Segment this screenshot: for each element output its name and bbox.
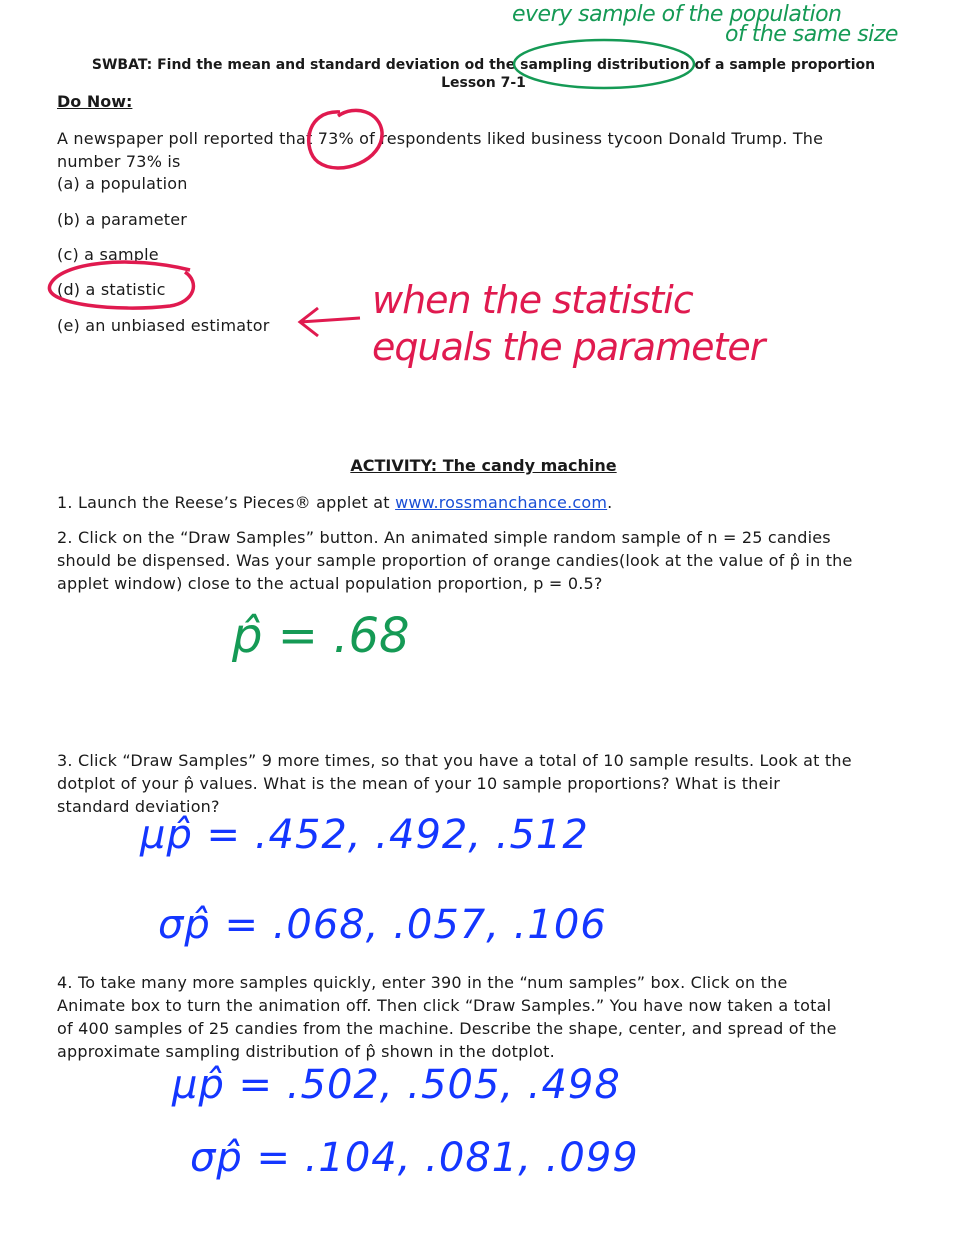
mean-400-samples: μp̂ = .502, .505, .498 — [172, 1062, 621, 1108]
step3-line2: dotplot of your p̂ values. What is the mean of your 10 sample proportions? What is their — [57, 774, 780, 793]
red-note-line2: equals the parameter — [372, 325, 765, 369]
activity-title: ACTIVITY: The candy machine — [350, 456, 617, 475]
lesson-number: Lesson 7-1 — [441, 75, 526, 91]
mean-10-samples: μp̂ = .452, .492, .512 — [140, 812, 589, 858]
step3-line1: 3. Click “Draw Samples” 9 more times, so that you have a total of 10 sample results. Look at the — [57, 751, 852, 770]
red-circle-statistic — [49, 262, 193, 308]
green-circle-sampling — [514, 40, 694, 88]
step4-line3: of 400 samples of 25 candies from the machine. Describe the shape, center, and spread of the — [57, 1019, 837, 1038]
do-now-question-line1: A newspaper poll reported that 73% of respondents liked business tycoon Donald Trump. The — [57, 129, 824, 148]
green-note-line1: every sample of the population — [512, 2, 842, 27]
red-circle-73 — [309, 110, 382, 168]
green-note-line2: of the same size — [725, 22, 898, 47]
option-a: (a) a population — [57, 174, 188, 193]
step1-text: 1. Launch the Reese’s Pieces® applet at — [57, 493, 396, 512]
step2-line2: should be dispensed. Was your sample proportion of orange candies(look at the value of p̂ in the — [57, 551, 853, 570]
red-note-line1: when the statistic — [372, 278, 693, 322]
step2-line3: applet window) close to the actual population proportion, p = 0.5? — [57, 574, 603, 593]
lesson-objective: SWBAT: Find the mean and standard deviation od the sampling distribution of a sample proportion — [91, 57, 876, 73]
option-e: (e) an unbiased estimator — [57, 316, 270, 335]
step4-line4: approximate sampling distribution of p̂ shown in the dotplot. — [57, 1042, 555, 1061]
red-arrow — [300, 308, 360, 336]
step3-line3: standard deviation? — [57, 797, 220, 816]
step1-end: . — [607, 493, 613, 512]
sd-10-samples: σp̂ = .068, .057, .106 — [158, 902, 607, 948]
option-d: (d) a statistic — [57, 280, 166, 299]
do-now-question-line2: number 73% is — [57, 152, 181, 171]
sd-400-samples: σp̂ = .104, .081, .099 — [190, 1135, 639, 1181]
step2-line1: 2. Click on the “Draw Samples” button. An animated simple random sample of n = 25 candies — [57, 528, 831, 547]
step4-line2: Animate box to turn the animation off. Then click “Draw Samples.” You have now taken a total — [57, 996, 832, 1015]
option-b: (b) a parameter — [57, 210, 188, 229]
option-c: (c) a sample — [57, 245, 159, 264]
step4-line1: 4. To take many more samples quickly, enter 390 in the “num samples” box. Click on the — [57, 973, 788, 992]
do-now-heading: Do Now: — [57, 92, 133, 111]
phat-answer: p̂ = .68 — [232, 608, 410, 664]
applet-link[interactable]: www.rossmanchance.com — [395, 493, 608, 512]
